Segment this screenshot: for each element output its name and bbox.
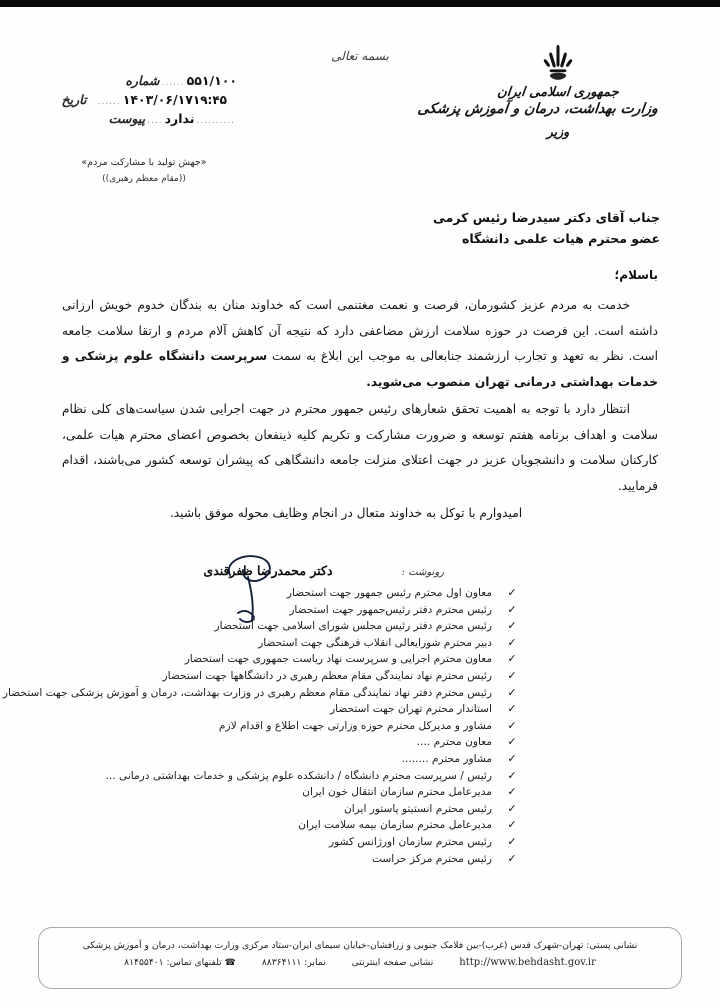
cc-list-item: [64, 635, 520, 652]
check-icon: ✓: [507, 768, 517, 782]
cc-list-item-label: رئیس محترم دفتر رئیس‌جمهور جهت استحضار: [289, 603, 492, 616]
check-icon: ✓: [507, 652, 517, 666]
check-icon: ✓: [507, 602, 517, 616]
footer-contact-row: [57, 957, 663, 968]
cc-list-item: [64, 734, 520, 751]
check-icon: ✓: [507, 735, 517, 749]
footer-fax-value: ۸۸۳۶۴۱۱۱: [261, 957, 302, 968]
dot-leader: ......: [161, 78, 185, 88]
cc-list-item: [64, 618, 520, 635]
cc-list-item-label: رئیس محترم دفتر نهاد نمایندگی مقام معظم رهبری در وزارت بهداشت، درمان و آموزش پزشکی جهت استحضار: [2, 686, 492, 699]
crest-role-line: وزیر: [546, 124, 570, 139]
scan-top-band: [0, 0, 720, 7]
cc-list-item: [64, 701, 520, 718]
cc-list-item-label: دبیر محترم شورایعالی انقلاب فرهنگی جهت استحضار: [258, 636, 492, 649]
reference-number-row: [22, 73, 237, 92]
cc-list-item: [64, 801, 520, 818]
cc-list-item-label: مشاور و مدیرکل محترم حوزه وزارتی جهت اطلاع و اقدام لازم: [218, 719, 492, 732]
check-icon: ✓: [507, 586, 517, 599]
body-paragraph-2: انتظار دارد با توجه به اهمیت تحقق شعارهای رئیس جمهور محترم در جهت اجرایی شدن سیاست‌های کلی نظام سلامت و اهداف برنامه هفتم توسعه و ضرورت مشارکت و تکریم کلیه ذینفعان بخصوص اعضای محترم هیات علمی، کارکنان سلامت و دانشجویان عزیز در جهت اعتلای منزلت جامعه دانشگاهی که پیشران توسعه کشور می‌باشند، اقدام فرمایید.: [62, 402, 658, 493]
check-icon: ✓: [507, 702, 517, 716]
dot-leader: ......: [97, 97, 121, 107]
reference-number-value: ۵۵۱/۱۰۰: [186, 73, 237, 88]
addressee-name: جناب آقای دکتر سیدرضا رئیس کرمی: [433, 210, 660, 225]
footer-fax: [262, 957, 326, 968]
cc-list-item: [64, 834, 520, 851]
check-icon: ✓: [507, 751, 517, 765]
cc-list-item: [64, 668, 520, 685]
cc-list-item-label: رئیس محترم دفتر رئیس مجلس شورای اسلامی جهت استحضار: [214, 620, 492, 633]
footer-website-url[interactable]: http://www.behdasht.gov.ir: [459, 957, 596, 968]
cc-list-item: [64, 651, 520, 668]
cc-list-item: [64, 817, 520, 834]
check-icon: ✓: [507, 818, 517, 832]
body-paragraph-1-text: خدمت به مردم عزیز کشورمان، فرصت و نعمت مغتنمی است که خداوند منان به بندگان خدوم خویش ارزانی داشته است. این فرصت در حوزه سلامت ارزش مضاعفی دارد که نتیجه آن کاهش آلام مردم و ارتقا سلامت جامعه است. نظر به تعهد و تجارب ارزشمند جنابعالی به موجب این ابلاغ به سمت: [62, 298, 658, 363]
body-paragraph-1: [62, 293, 658, 395]
letter-page: [0, 7, 720, 1007]
footer-phone: [124, 957, 236, 968]
cc-list-item-label: معاون محترم اجرایی و سرپرست نهاد ریاست جمهوری جهت استحضار: [184, 653, 492, 666]
cc-list-item: [2, 685, 520, 702]
footer-box: [38, 927, 682, 989]
year-slogan-attribution: ((مقام معظم رهبری)): [102, 174, 186, 184]
cc-list-item: [64, 585, 520, 602]
reference-date-row: [22, 92, 237, 111]
footer-address: نشانی پستی: تهران-شهرک قدس (غرب)-بین فلامک جنوبی و زرافشان-خیابان سیمای ایران-ستاد مرکزی وزارت بهداشت، درمان و آموزش پزشکی: [82, 940, 638, 951]
cc-list-item: [64, 784, 520, 801]
reference-date-label: تاریخ: [61, 92, 87, 107]
greeting-text: باسلام؛: [614, 268, 658, 282]
check-icon: ✓: [507, 635, 517, 649]
cc-list-item-label: رئیس / سرپرست محترم دانشگاه / دانشکده علوم پزشکی و خدمات بهداشتی درمانی ...: [105, 769, 492, 782]
crest-ministry-line: وزارت بهداشت، درمان و آموزش پزشکی: [416, 101, 659, 117]
cc-list-item-label: معاون محترم ....: [416, 736, 492, 749]
reference-attachment-row: [22, 111, 237, 130]
reference-time-value: ۱۹:۴۵: [192, 93, 227, 107]
cc-list-item-label: معاون اول محترم رئیس جمهور جهت استحضار: [286, 587, 492, 599]
check-icon: ✓: [507, 718, 517, 732]
letterhead-crest: [416, 43, 659, 139]
signature-block: [168, 563, 368, 578]
check-icon: ✓: [507, 851, 517, 865]
footer-phone-value: ۸۱۴۵۵۴۰۱: [124, 957, 164, 968]
check-icon: ✓: [507, 801, 517, 815]
cc-list-item: [64, 602, 520, 619]
cc-list-item-label: مدیرعامل محترم سازمان انتقال خون ایران: [302, 786, 492, 799]
crest-country-line: جمهوری اسلامی ایران: [496, 85, 620, 100]
cc-list-item-label: رئیس محترم مرکز حراست: [371, 852, 492, 865]
cc-list-item: [64, 768, 520, 785]
reference-number-label: شماره: [125, 73, 160, 88]
cc-list-item: [64, 751, 520, 768]
reference-date-value: ۱۴۰۳/۰۶/۱۷: [122, 92, 193, 107]
cc-title: رونوشت :: [401, 567, 444, 578]
cc-list-item-label: رئیس محترم سازمان اورژانس کشور: [328, 835, 492, 848]
addressee-block: [240, 207, 660, 249]
dot-leader: ..........: [196, 116, 235, 126]
addressee-title: عضو محترم هیات علمی دانشگاه: [461, 231, 660, 246]
check-icon: ✓: [507, 834, 517, 848]
check-icon: ✓: [507, 619, 517, 633]
check-icon: ✓: [507, 785, 517, 799]
check-icon: ✓: [507, 685, 517, 699]
footer-phone-label: تلفنهای تماس:: [166, 957, 222, 968]
footer-fax-label: نمابر:: [304, 957, 326, 968]
cc-list-item: [64, 718, 520, 735]
cc-list-item: [64, 851, 520, 868]
telephone-icon: ☎: [224, 958, 236, 968]
cc-list-item-label: مدیرعامل محترم سازمان بیمه سلامت ایران: [298, 819, 492, 832]
cc-list: [2, 585, 520, 867]
cc-list-item-label: رئیس محترم انستیتو پاستور ایران: [343, 802, 492, 815]
closing-line: امیدوارم با توکل به خداوند متعال در انجام وظایف محوله موفق باشید.: [169, 506, 523, 520]
footer-website-label: نشانی صفحه اینترنتی: [351, 957, 434, 968]
iran-emblem-icon: [537, 43, 579, 83]
reference-attachment-label: پیوست: [108, 111, 146, 126]
check-icon: ✓: [507, 668, 517, 682]
cc-list-item-label: مشاور محترم ........: [401, 752, 492, 765]
cc-list-item-label: رئیس محترم نهاد نمایندگی مقام معظم رهبری در دانشگاهها جهت استحضار: [162, 669, 492, 682]
cc-list-item-label: استاندار محترم تهران جهت استحضار: [329, 703, 492, 716]
reference-block: [22, 73, 237, 130]
appointment-title: سرپرست دانشگاه علوم پزشکی و خدمات بهداشتی درمانی تهران منصوب می‌شوید.: [62, 349, 658, 389]
signer-name: دکتر محمدرضا ظفرقندی: [203, 563, 333, 578]
year-slogan: [24, 155, 264, 187]
reference-attachment-value: ندارد: [164, 111, 195, 126]
dot-leader: ....: [147, 116, 163, 126]
basmala-text: بسمه تعالی: [331, 49, 389, 63]
letter-body: [62, 293, 658, 529]
year-slogan-text: «جهش تولید با مشارکت مردم»: [81, 157, 207, 168]
